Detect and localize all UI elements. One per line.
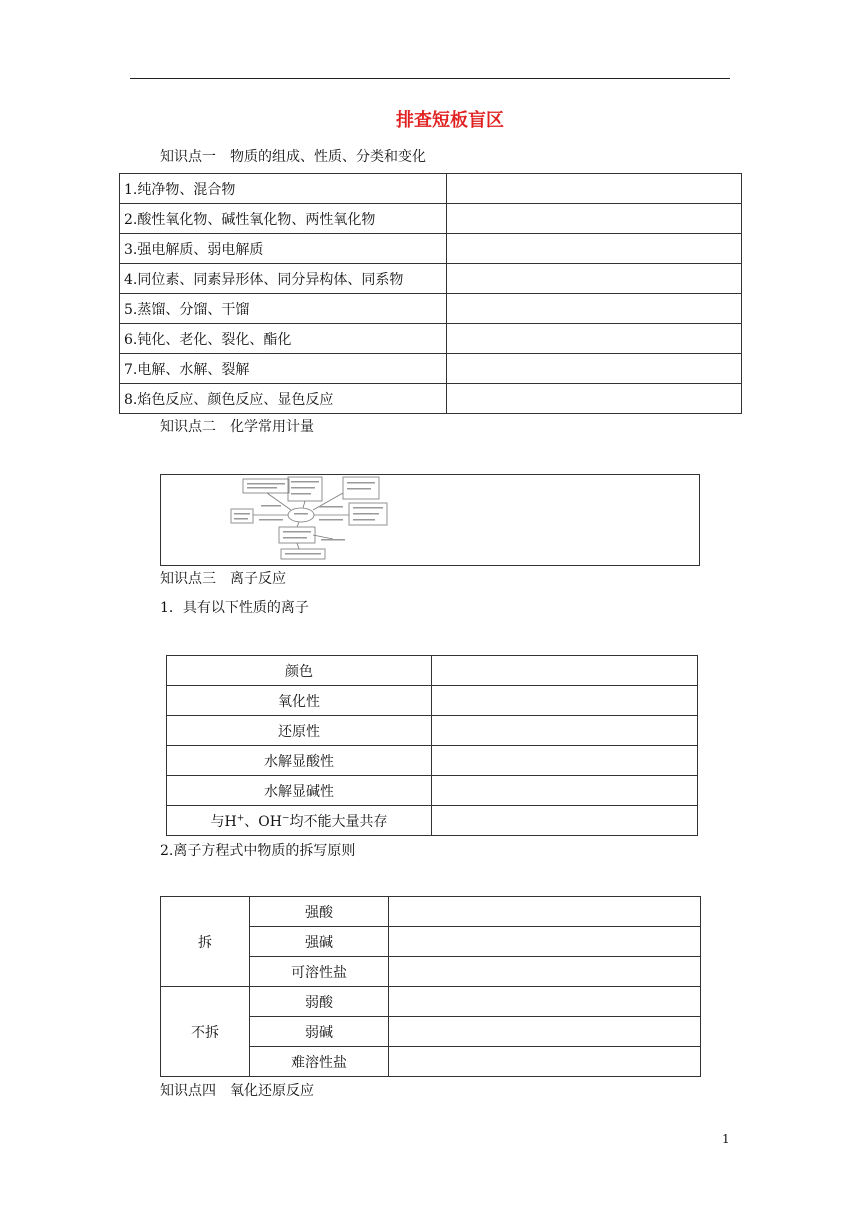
row-label: 水解显碱性 [167, 776, 432, 806]
text-suffix: 均不能大量共存 [289, 813, 388, 830]
item-label: 弱碱 [250, 1017, 389, 1047]
concept-map-diagram [161, 475, 699, 565]
answer-cell [447, 354, 742, 384]
answer-cell [447, 204, 742, 234]
answer-cell [447, 264, 742, 294]
table-ion-properties [166, 655, 698, 836]
text-prefix: 与H [210, 813, 237, 830]
subheading-ion-properties: 1．具有以下性质的离子 [160, 600, 309, 616]
table-row [120, 264, 742, 294]
answer-cell [389, 927, 701, 957]
row-label: 2.酸性氧化物、碱性氧化物、两性氧化物 [120, 204, 447, 234]
table-row [167, 656, 698, 686]
item-label: 强碱 [250, 927, 389, 957]
table-row [120, 234, 742, 264]
table-section1 [119, 173, 742, 414]
row-label: 3.强电解质、弱电解质 [120, 234, 447, 264]
row-label: 水解显酸性 [167, 746, 432, 776]
page-number: 1 [722, 1132, 730, 1146]
row-label: 还原性 [167, 716, 432, 746]
table-row [120, 204, 742, 234]
row-label: 7.电解、水解、裂解 [120, 354, 447, 384]
concept-map-figure [160, 474, 700, 566]
answer-cell [389, 1017, 701, 1047]
item-label: 难溶性盐 [250, 1047, 389, 1077]
section-heading-3: 知识点三 离子反应 [160, 571, 286, 587]
answer-cell [447, 174, 742, 204]
item-label: 弱酸 [250, 987, 389, 1017]
table-row [120, 384, 742, 414]
row-label-coexist [167, 806, 432, 836]
header-rule [130, 78, 730, 79]
answer-cell [432, 806, 698, 836]
answer-cell [432, 746, 698, 776]
table-row [167, 776, 698, 806]
answer-cell [447, 234, 742, 264]
row-label: 1.纯净物、混合物 [120, 174, 447, 204]
answer-cell [432, 686, 698, 716]
item-label: 强酸 [250, 897, 389, 927]
answer-cell [389, 957, 701, 987]
table-row [161, 987, 701, 1017]
table-row [120, 174, 742, 204]
answer-cell [447, 294, 742, 324]
table-row [167, 806, 698, 836]
table-row [167, 746, 698, 776]
table-row [120, 294, 742, 324]
row-label: 氧化性 [167, 686, 432, 716]
table-row [167, 686, 698, 716]
subheading-split-rules: 2.离子方程式中物质的拆写原则 [160, 843, 356, 859]
table-row [120, 324, 742, 354]
table-row [167, 716, 698, 746]
text-mid: 、OH [244, 813, 282, 830]
answer-cell [447, 324, 742, 354]
row-label: 颜色 [167, 656, 432, 686]
answer-cell [389, 1047, 701, 1077]
answer-cell [447, 384, 742, 414]
row-label: 4.同位素、同素异形体、同分异构体、同系物 [120, 264, 447, 294]
group-label-nosplit: 不拆 [161, 987, 250, 1077]
table-row [120, 354, 742, 384]
answer-cell [389, 897, 701, 927]
table-split-rules [160, 896, 701, 1077]
section-heading-4: 知识点四 氧化还原反应 [160, 1083, 314, 1099]
answer-cell [432, 776, 698, 806]
item-label: 可溶性盐 [250, 957, 389, 987]
row-label: 6.钝化、老化、裂化、酯化 [120, 324, 447, 354]
superscript-minus: − [281, 812, 290, 823]
section-heading-2: 知识点二 化学常用计量 [160, 419, 314, 435]
page-title: 排查短板盲区 [396, 110, 504, 131]
row-label: 5.蒸馏、分馏、干馏 [120, 294, 447, 324]
section-heading-1: 知识点一 物质的组成、性质、分类和变化 [160, 149, 426, 165]
row-label: 8.焰色反应、颜色反应、显色反应 [120, 384, 447, 414]
answer-cell [432, 716, 698, 746]
group-label-split: 拆 [161, 897, 250, 987]
answer-cell [432, 656, 698, 686]
answer-cell [389, 987, 701, 1017]
superscript-plus: + [236, 812, 245, 823]
table-row [161, 897, 701, 927]
